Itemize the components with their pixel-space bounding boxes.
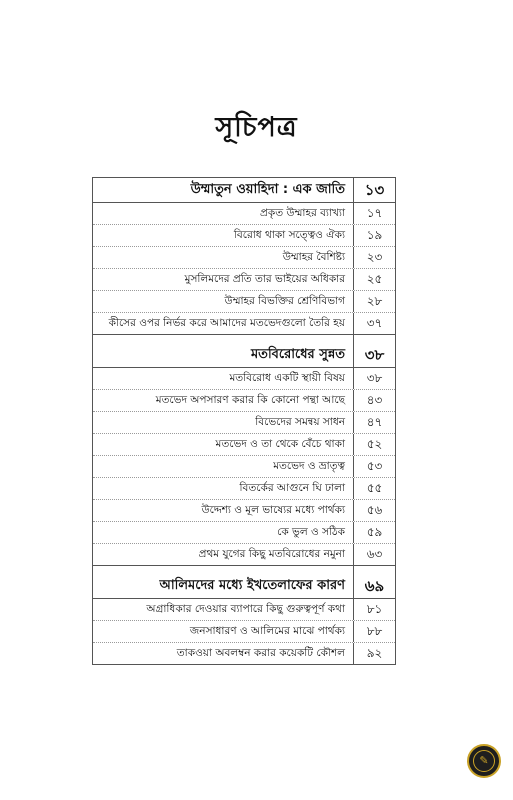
toc-entry-row[interactable] <box>93 621 395 643</box>
toc-entry-title: মতভেদ ও ভ্রাতৃত্ব <box>273 460 345 472</box>
toc-section-row[interactable] <box>93 178 395 203</box>
toc-entry-page: ৬৩ <box>353 544 395 565</box>
toc-entry-title: তাকওয়া অবলম্বন করার কয়েকটি কৌশল <box>176 647 345 659</box>
toc-entry-row[interactable] <box>93 313 395 335</box>
page-title: সূচিপত্র <box>215 112 298 143</box>
toc-entry-page: ২৫ <box>353 269 395 290</box>
toc-entry-page: ৩৭ <box>353 313 395 334</box>
toc-entry-row[interactable] <box>93 390 395 412</box>
toc-entry-page: ২৩ <box>353 247 395 268</box>
toc-entry-title: প্রথম যুগের কিছু মতবিরোধের নমুনা <box>198 548 345 560</box>
toc-entry-title: মতবিরোধ একটি স্থায়ী বিষয় <box>229 372 345 384</box>
toc-section-page: ৩৮ <box>353 343 395 367</box>
toc-entry-page: ১৭ <box>353 203 395 224</box>
toc-entry-page: ৫৬ <box>353 500 395 521</box>
toc-entry-row[interactable] <box>93 225 395 247</box>
toc-entry-page: ২৮ <box>353 291 395 312</box>
toc-entry-title: মতভেদ ও তা থেকে বেঁচে থাকা <box>215 438 345 450</box>
toc-entry-page: ৫২ <box>353 434 395 455</box>
section-spacer <box>93 335 395 343</box>
toc-entry-row[interactable] <box>93 269 395 291</box>
toc-entry-page: ৮৮ <box>353 621 395 642</box>
table-of-contents <box>92 177 396 665</box>
toc-entry-row[interactable] <box>93 456 395 478</box>
toc-entry-row[interactable] <box>93 522 395 544</box>
toc-entry-title: মুসলিমদের প্রতি তার ভাইয়ের অধিকার <box>184 273 345 285</box>
toc-section-title: মতবিরোধের সুন্নত <box>250 347 345 362</box>
toc-entry-title: কে ভুল ও সঠিক <box>277 526 345 538</box>
toc-entry-title: বিভেদের সমন্বয় সাধন <box>255 416 345 428</box>
toc-entry-title: প্রকৃত উম্মাহর ব্যাখ্যা <box>260 207 345 219</box>
toc-entry-page: ৫৫ <box>353 478 395 499</box>
publisher-logo <box>467 744 501 778</box>
toc-entry-page: ৪৩ <box>353 390 395 411</box>
toc-entry-row[interactable] <box>93 643 395 664</box>
toc-entry-title: মতভেদ অপসারণ করার কি কোনো পন্থা আছে <box>155 394 345 406</box>
toc-section-page: ৬৯ <box>353 574 395 598</box>
toc-entry-row[interactable] <box>93 500 395 522</box>
toc-entry-page: ৪৭ <box>353 412 395 433</box>
toc-section-title: আলিমদের মধ্যে ইখতেলাফের কারণ <box>159 578 345 593</box>
toc-entry-page: ৫৩ <box>353 456 395 477</box>
book-quill-icon: ✎ <box>473 750 495 772</box>
toc-section-row[interactable] <box>93 343 395 368</box>
toc-section-row[interactable] <box>93 574 395 599</box>
toc-entry-page: ৮১ <box>353 599 395 620</box>
toc-entry-page: ৯২ <box>353 643 395 664</box>
toc-entry-title: বিরোধ থাকা সত্ত্বেও ঐক্য <box>233 229 345 241</box>
toc-entry-title: উম্মাহর বৈশিষ্ট্য <box>282 251 345 263</box>
toc-entry-row[interactable] <box>93 478 395 500</box>
toc-entry-row[interactable] <box>93 434 395 456</box>
section-spacer <box>93 566 395 574</box>
toc-entry-title: কীসের ওপর নির্ভর করে আমাদের মতভেদগুলো তৈরি হয় <box>108 317 345 329</box>
toc-entry-title: জনসাধারণ ও আলিমের মাঝে পার্থক্য <box>189 625 345 637</box>
toc-entry-row[interactable] <box>93 599 395 621</box>
toc-entry-page: ১৯ <box>353 225 395 246</box>
toc-entry-title: উদ্দেশ্য ও মূল ভাষ্যের মধ্যে পার্থক্য <box>201 504 345 516</box>
toc-entry-row[interactable] <box>93 412 395 434</box>
toc-entry-title: উম্মাহর বিভক্তির শ্রেণিবিভাগ <box>224 295 345 307</box>
toc-entry-row[interactable] <box>93 368 395 390</box>
toc-entry-row[interactable] <box>93 291 395 313</box>
toc-entry-row[interactable] <box>93 247 395 269</box>
toc-entry-title: অগ্রাধিকার দেওয়ার ব্যাপারে কিছু গুরুত্বপূর্ণ কথা <box>146 603 345 615</box>
toc-section-page: ১৩ <box>353 178 395 202</box>
toc-entry-title: বিতর্কের আগুনে ঘি ঢালা <box>239 482 345 494</box>
toc-entry-row[interactable] <box>93 203 395 225</box>
toc-entry-page: ৫৯ <box>353 522 395 543</box>
toc-entry-row[interactable] <box>93 544 395 566</box>
toc-entry-page: ৩৮ <box>353 368 395 389</box>
toc-section-title: উম্মাতুন ওয়াহিদা : এক জাতি <box>190 182 345 197</box>
